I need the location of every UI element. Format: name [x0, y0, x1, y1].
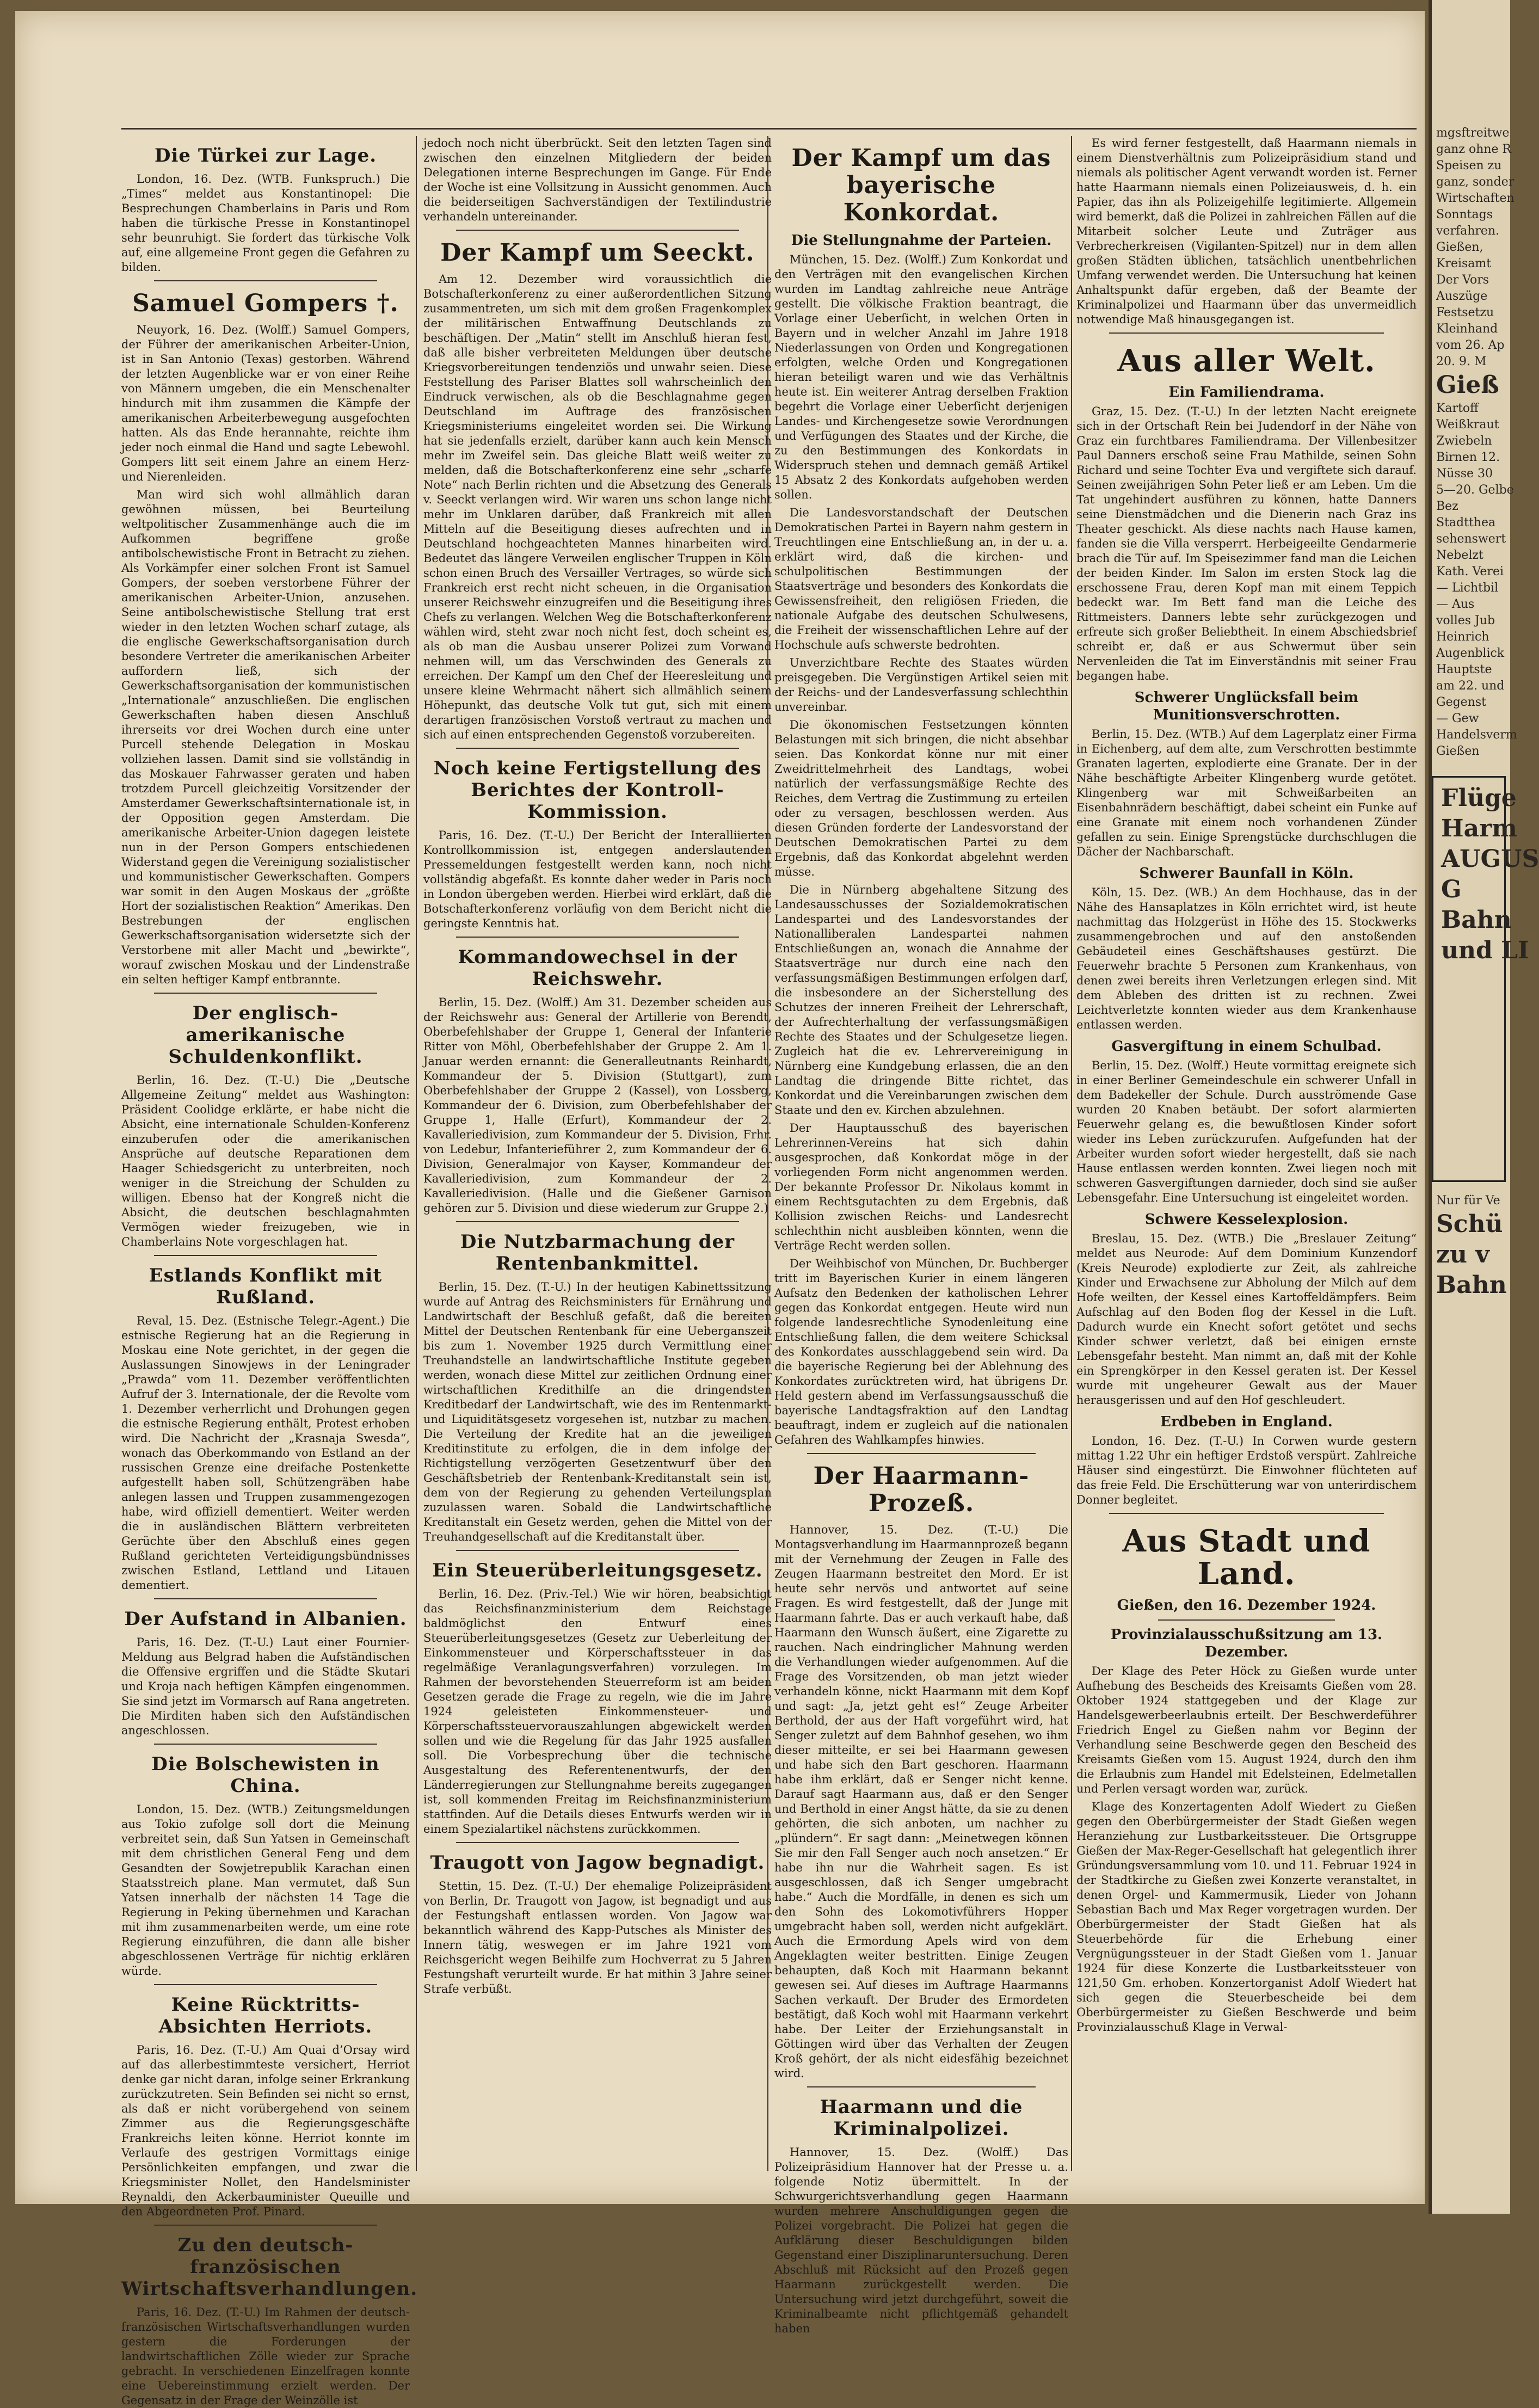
ad-text: G [1441, 876, 1462, 903]
headline-jagow: Traugott von Jagow begnadigt. [430, 1852, 765, 1874]
article-text: Paris, 16. Dez. (T.-U.) Im Rahmen der deutsch-französischen Wirtschaftsverhandlungen wurden gestern die Forderungen der landwirtschaftlichen Zölle wieder zur Sprache gebracht. In verschiedenen Einzelfragen konnte eine Uebereinstimmung erzielt werden. Der Gegensatz in der Frage der Weinzölle ist [121, 2306, 410, 2407]
fragment-text: Zwiebeln [1436, 434, 1492, 448]
fragment-text: Wirtschaften [1436, 192, 1515, 205]
fragment-text: Heinrich [1436, 630, 1489, 644]
separator [1109, 1513, 1384, 1514]
fragment-text: Gegenst [1436, 695, 1486, 709]
fragment-text: — Lichtbil [1436, 581, 1499, 595]
separator [1109, 332, 1384, 334]
ad-text: Schü [1436, 1210, 1503, 1238]
fragment-text: 20. 9. M [1436, 355, 1487, 368]
subheadline: Ein Familiendrama. [1168, 384, 1325, 401]
column-rule [1071, 136, 1072, 2171]
column-4 [1076, 136, 1417, 2182]
article-text: Klage des Konzertagenten Adolf Wiedert zu Gießen gegen den Oberbürgermeister der Stadt Gießen wegen Heranziehung zur Lustbarkeitssteuer. Die Ortsgruppe Gießen der Max-Reger-Gesellschaft hat gelegentlich ihrer Gründungsversammlung vom 10. und 11. Februar 1924 in der Stadtkirche zu Gießen zwei Konzerte veranstaltet, in denen Orgel- und Kammermusik, Lieder von Johann Sebastian Bach und Max Reger vorgetragen wurden. Der Oberbürgermeister der Stadt Gießen hat als Steuerbehörde für die Erhebung einer Vergnügungssteuer in der Stadt Gießen vom 1. Januar 1924 für diese Konzerte die Lustbarkeitssteuer von 121,50 Gm. erhoben. Konzertorganist Adolf Wiedert hat sich gegen die Steuerbescheide bei dem Oberbürgermeister zu Gießen Beschwerde und beim Provinzialausschuß Klage in Verwal- [1076, 1800, 1417, 2034]
fragment-text: — Gew [1436, 712, 1479, 725]
article-text: Hannover, 15. Dez. (Wolff.) Das Polizeipräsidium Hannover hat der Presse u. a. folgende Notiz übermittelt. In der Schwurgerichtsverhandlung gegen Haarmann wurden mehrere Anschuldigungen gegen die Polizei vorgebracht. Die Polizei hat gegen die Aufklärung dieser Beschuldigungen bilden Gegenstand einer Disziplinaruntersuchung. Deren Abschluß mit Rücksicht auf den Prozeß gegen Haarmann zurückgestellt werden. Die Untersuchung wird jetzt durchgeführt, soweit die Kriminalbeamte nicht pflichtgemäß gehandelt haben [774, 2146, 1068, 2335]
fragment-text: Der Vors [1436, 273, 1489, 287]
headline-schuldenkonflikt: Der englisch-amerikanische Schuldenkonflikt. [168, 1002, 363, 1068]
fragment-text: am 22. und [1436, 679, 1505, 693]
article-text: Man wird sich wohl allmählich daran gewöhnen müssen, bei Beurteilung weltpolitischer Zusammenhänge auch die im Aufkommen begriffene große antibolschewistische Front in Betracht zu ziehen. Als Vorkämpfer einer solchen Front ist Samuel Gompers, der soeben verstorbene Führer der amerikanischen Arbeiter-Union, anzusehen. Seine antibolschewistische Stellung trat erst wieder in den letzten Wochen scharf zutage, als die englische Gewerkschaftsorganisation durch besondere Vertreter die amerikanischen Arbeiter auffordern ließ, sich der Gewerkschaftsorganisation der kommunistischen „Internationale“ anzuschließen. Die englischen Gewerkschaften haben diesen Anschluß ihrerseits vor drei Wochen durch eine unter Purcell stehende Delegation in Moskau vollziehen lassen. Damit sind sie vollständig in das Moskauer Fahrwasser geraten und haben trotzdem Purcell gleichzeitig Vorsitzender der Amsterdamer Gewerkschaftsinternationale ist, in der Opposition gegen Amsterdam. Die amerikanische Arbeiter-Union dagegen leistete nun in der Person Gompers entschiedenen Widerstand gegen die Vereinigung sozialistischer und kommunistischer Gewerkschaften. Gompers war somit in den Augen Moskaus der „größte Hort der sozialistischen Reaktion“ Amerikas. Den Bestrebungen der englischen Gewerkschaftsorganisation widersetzte sich der Verstorbene mit aller Macht und „bewirkte“, worauf zwischen Moskau und der Lindenstraße ein selten heftiger Kampf entbrannte. [121, 488, 410, 986]
headline-rentenbank: Die Nutzbarmachung der Rentenbankmittel. [460, 1231, 735, 1274]
separator [456, 748, 739, 749]
dateline: Gießen, den 16. Dezember 1924. [1117, 1597, 1376, 1613]
article-text: Hannover, 15. Dez. (T.-U.) Die Montagsverhandlung im Haarmannprozeß begann mit der Vernehmung der Zeugen in Falle des Zeugen Haarmann bestreitet den Mord. Er ist heute sehr nervös und antwortet auf seine Fragen. Es wird festgestellt, daß der Junge mit Haarmann fahrte. Das er auch verkauft habe, daß Haarmann den Wunsch äußert, eine Zigarette zu rauchen. Nach eindringlicher Mahnung werden die Verhandlungen wieder aufgenommen. Auf die Frage des Vorsitzenden, ob man jetzt wieder verhandeln könne, nickt Haarmann mit dem Kopf und sagt: „Ja, jetzt geht es!“ Zeuge Arbeiter Berthold, der aus der Haft vorgeführt wird, hat Senger zuletzt auf dem Bahnhof gesehen, wo ihm dieser mitteilte, er sei bei Haarmann gewesen und habe sich den Bart geschoren. Haarmann habe ihm erklärt, daß er Senger nicht kenne. Darauf sagt Haarmann aus, daß er den Senger und Berthold in einer Angst hätte, da sie zu denen gehörten, die sich anboten, um nachher zu „plündern“. Er sagt dann: „Meinetwegen können Sie mir den Fall Senger auch noch ansetzen.“ Er habe ihn nur die Wahrheit sagen. Es ist ausgeschlossen, daß ich Senger umgebracht habe.“ Auch die Mordfälle, in denen es sich um den Sohn des Lokomotivführers Hopper umgebracht haben soll, werden nicht aufgeklärt. Auch die Ermordung Apels wird von dem Angeklagten weiter bestritten. Einige Zeugen behaupten, daß Koch mit Haarmann bekannt gewesen sei. Auf dieses im Auftrage Haarmanns Sachen verkauft. Der Bruder des Ermordeten bestätigt, daß Koch wohl mit Haarmann verkehrt habe. Der Leiter der Erziehungsanstalt in Göttingen wird über das Verhalten der Zeugen Kroß gehört, der als nicht eidesfähig bezeichnet wird. [774, 1523, 1068, 2080]
adjacent-page-fragment [1429, 0, 1539, 2214]
fragment-text: Gießen, [1436, 241, 1483, 254]
section-head-aus-stadt-und-land: Aus Stadt und Land. [1122, 1523, 1371, 1592]
article-text: Der Klage des Peter Höck zu Gießen wurde unter Aufhebung des Bescheids des Kreisamts Gießen vom 28. Oktober 1924 stattgegeben und der Klage zur Handelsgewerbeerlaubnis erteilt. Der Beschwerdeführer Friedrich Engel zu Gießen nahm vor Beginn der Verhandlung seine Beschwerde gegen den Bescheid des Kreisamts Gießen vom 15. August 1924, durch den ihm die Erlaubnis zum Handel mit Edelsteinen, Edelmetallen und Perlen versagt worden war, zurück. [1076, 1665, 1417, 1795]
fragment-heading: Gieß [1436, 371, 1499, 399]
article-text: London, 16. Dez. (WTB. Funkspruch.) Die „Times“ meldet aus Konstantinopel: Die Besprechungen Chamberlains in Paris und Rom haben die türkische Presse in Konstantinopel sehr beunruhigt. Sie fordert das türkische Volk auf, eine allgemeine Front gegen die Gefahren zu bilden. [121, 173, 410, 274]
separator [807, 1453, 1036, 1454]
fragment-text: Sonntags [1436, 208, 1493, 221]
article-text: Der Weihbischof von München, Dr. Buchberger tritt im Bayerischen Kurier in einem längeren Aufsatz den Bedenken der katholischen Lehrer gegen das Konkordat entgegen. Heute wird nun folgende landesrechtliche Synodenleitung eine Entschließung fallen, die dem weitere Schicksal des Konkordates ausschlaggebend sein wird. Da die bayerische Regierung bei der Ablehnung des Konkordates zurücktreten wird, hat übrigens Dr. Held gestern abend im Verfassungsausschuß die bayerische Landtagsfraktion auf den Landtag beauftragt, indem er zugleich auf die nationalen Gefahren des Wahlkampfes hinwies. [774, 1257, 1068, 1446]
separator [154, 280, 377, 281]
separator [456, 1842, 739, 1843]
ad-text: zu v [1436, 1241, 1489, 1268]
article-text: Die Landesvorstandschaft der Deutschen Demokratischen Partei in Bayern nahm gestern in Treuchtlingen eine Entschließung an, in der u. a. erklärt wird, daß die kirchen- und schulpolitischen Bestimmungen der Staatsverträge und besonders des Konkordats die Gewissensfreiheit, den religiösen Frieden, die nationale Aufgabe des deutschen Schulwesens, die Freiheit der wissenschaftlichen Lehre auf der Hochschule aufs schwerste bedrohten. [774, 506, 1068, 651]
subheadline: Schwerer Unglücksfall beim Munitionsverschrotten. [1134, 689, 1359, 723]
article-text: Die in Nürnberg abgehaltene Sitzung des Landesausschusses der Sozialdemokratischen Landespartei und des Landesvorstandes der Nationalliberalen Landespartei nahmen Entschließungen an, wonach die Annahme der Staatsverträge nur durch eine nach den verfassungsmäßigen Bestimmungen erfolgen darf, die insbesondere an der Sicherstellung des Schutzes der inneren Freiheit der Lehrerschaft, der Aufrechterhaltung der verfassungsmäßigen Rechte des Staates und der Schulgesetze liegen. Zugleich hat die ev. Lehrervereinigung in Nürnberg eine Kundgebung erlassen, die an den Landtag die dringende Bitte richtet, das Konkordat und die Vereinbarungen zwischen dem Staate und den ev. Kirchen abzulehnen. [774, 883, 1068, 1117]
fragment-text: ganz ohne R [1436, 143, 1512, 156]
fragment-text: verfahren. [1436, 224, 1500, 238]
article-text: Köln, 15. Dez. (WB.) An dem Hochhause, das in der Nähe des Hansaplatzes in Köln errichtet wird, ist heute nachmittag das Holzgerüst in Höhe des 15. Stockwerks zusammengebrochen und auf den anstoßenden Gebäudeteil eines Geschäftshauses gestürzt. Die Feuerwehr brachte 5 Personen zum Krankenhaus, von denen zwei bereits ihren Verletzungen erlegen sind. Mit dem Ableben des dritten ist zu rechnen. Zwei Leichtverletzte konnten wieder aus dem Krankenhause entlassen werden. [1076, 886, 1417, 1031]
separator [154, 1984, 377, 1985]
article-text: Breslau, 15. Dez. (WTB.) Die „Breslauer Zeitung“ meldet aus Neurode: Auf dem Dominium Kunzendorf (Kreis Neurode) explodierte zur Zeit, als zahlreiche Kinder und Erwachsene zur Abholung der Milch auf dem Hofe weilten, der Kessel eines Kartoffeldämpfers. Beim Aufschlag auf den Boden flog der Kessel in die Luft. Dadurch wurde ein Knecht sofort getötet und sechs Kinder schwer verletzt, daß bei einigen ernste Lebensgefahr besteht. Man nimmt an, daß mit der Kohle ein Sprengkörper in den Kessel geraten ist. Der Kessel wurde mit ungeheurer Gewalt aus der Mauer herausgerissen und auf den Hof geschleudert. [1076, 1232, 1417, 1407]
article-text: Paris, 16. Dez. (T.-U.) Am Quai d’Orsay wird auf das allerbestimmteste versichert, Herriot denke gar nicht daran, infolge seiner Erkrankung zurückzutreten. Sein Befinden sei nicht so ernst, als daß er nicht vorübergehend von seinem Zimmer aus die Regierungsgeschäfte Frankreichs leiten könne. Herriot konnte im Verlaufe des gestrigen Vormittags einige Persönlichkeiten empfangen, und zwar die Kriegsminister Nollet, den Handelsminister Reynaldi, den Ackerbauminister Queuille und den Abgeordneten Prof. Pinard. [121, 2043, 410, 2218]
article-text: Graz, 15. Dez. (T.-U.) In der letzten Nacht ereignete sich in der Ortschaft Rein bei Judendorf in der Nähe von Graz ein furchtbares Familiendrama. Der Villenbesitzer Paul Danners erschoß seine Frau Mathilde, seinen Sohn Richard und seine Tochter Eva und vergiftete sich darauf. Seinen zweijährigen Sohn Peter ließ er am Leben. Um die Tat ungehindert ausführen zu können, hatte Danners seine Dienstmädchen und die Dienerin nach Graz ins Theater geschickt. Als diese nachts nach Hause kamen, fanden sie die Villa versperrt. Herbeigeeilte Gendarmerie brach die Tür auf. Im Speisezimmer fand man die Leichen der beiden Kinder. Im Salon im ersten Stock lag die erschossene Frau, deren Kopf man mit einem Teppich bedeckt war. Im Bett fand man die Leiche des Rittmeisters. Danners lebte sehr zurückgezogen und erfreute sich großer Beliebtheit. In einem Abschiedsbrief schreibt er, daß er aus Schwermut über sein Nervenleiden die Tat im Einverständnis mit seiner Frau begangen habe. [1076, 405, 1417, 682]
fragment-text: Festsetzu [1436, 306, 1494, 319]
article-text: London, 16. Dez. (T.-U.) In Corwen wurde gestern mittag 1.22 Uhr ein heftiger Erdstoß verspürt. Zahlreiche Häuser sind eingestürzt. Die Einwohner flüchteten auf das freie Feld. Die Erschütterung war von unterirdischem Donner begleitet. [1076, 1434, 1417, 1506]
fragment-text: Auszüge [1436, 290, 1488, 303]
fragment-text: Kreisamt [1436, 257, 1492, 270]
article-text: Berlin, 15. Dez. (WTB.) Auf dem Lagerplatz einer Firma in Eichenberg, auf dem alte, zum Verschrotten bestimmte Granaten lagerten, explodierte eine Granate. Der in der Nähe beschäftigte Arbeiter Klingenberg wurde getötet. Klingenberg war mit Schweißarbeiten an Eisenbahnrädern beschäftigt, dabei scheint ein Funke auf eine Granate mit einem noch vorhandenen Zünder gefallen zu sein. Einige Sprengstücke durchschlugen die Dächer der Nachbarschaft. [1076, 728, 1417, 858]
headline-albanien: Der Aufstand in Albanien. [124, 1608, 407, 1630]
separator [456, 230, 739, 231]
fragment-text: ganz, sonder [1436, 175, 1515, 189]
headline-gompers: Samuel Gompers †. [132, 290, 399, 317]
ad-text: Bahn [1436, 1271, 1507, 1299]
headline-haarmann-prozess: Der Haarmann-Prozeß. [813, 1462, 1030, 1517]
headline-kriminalpolizei: Haarmann und die Kriminalpolizei. [820, 2096, 1023, 2140]
ad-text: Flüge [1441, 784, 1517, 812]
article-text: Der Hauptausschuß des bayerischen Lehrerinnen-Vereins hat sich dahin ausgesprochen, daß Konkordat möge in der vorliegenden Form nicht angenommen werden. Der bekannte Professor Dr. Nikolaus kommt in einem Rechtsgutachten zu dem Ergebnis, daß Kollision zwischen Reichs- und Landesrecht schlechthin nicht ausbleiben könnten, wenn die Verträge Recht werden sollen. [774, 1122, 1068, 1252]
column-3 [774, 136, 1068, 2335]
article-text: Paris, 16. Dez. (T.-U.) Der Bericht der Interalliierten Kontrollkommission ist, entgegen anderslautenden Pressemeldungen festgestellt werden kann, noch nicht vollständig abgefaßt. Es konnte daher weder in Paris noch in London übergeben werden. Hierbei wird erklärt, daß die Botschafterkonferenz vorläufig von dem Bericht nicht die geringste Kenntnis hat. [423, 829, 772, 930]
fragment-text: Kath. Verei [1436, 565, 1504, 578]
fragment-text: Handelsverm [1436, 728, 1517, 742]
headline-kommandowechsel: Kommandowechsel in der Reichswehr. [458, 946, 737, 990]
fragment-text: — Aus [1436, 598, 1475, 611]
article-text: München, 15. Dez. (Wolff.) Zum Konkordat und den Verträgen mit den evangelischen Kirchen wurden im Landtag zahlreiche neue Anträge gestellt. Die völkische Fraktion beantragt, die Vorlage einer Ueberſicht, in welchen Orten in Bayern und in welcher Anzahl im Jahre 1918 Niederlassungen von Orden und Kongregationen erfolgten, welche Orden und Kongregationen hieran beteiligt waren und wie das Verhältnis heute ist. Ein weiterer Antrag derselben Fraktion begehrt die Vorlage einer Ueberſicht derjenigen Landes- und Kirchengesetze sowie Verordnungen und Verfügungen des Staates und der Kirche, die zu den Bestimmungen des Konkordats in Widerspruch stehen und demnach gemäß Artikel 15 Absatz 2 des Konkordats aufgehoben werden sollen. [774, 253, 1068, 501]
article-text: Berlin, 16. Dez. (Priv.-Tel.) Wie wir hören, beabsichtigt das Reichsfinanzministerium dem Reichstage baldmöglichst den Entwurf eines Steuerüberleitungsgesetzes (Gesetz zur Ueberleitung der Einkommensteuer und Körperschaftssteuer in das regelmäßige Veranlagungsverfahren) vorzulegen. Im Rahmen der bevorstehenden Steuerreform ist am beiden Gesetzen gerade die Frage zu regeln, wie die im Jahre 1924 geleisteten Einkommensteuer- und Körperschaftssteuervorauszahlungen abgewickelt werden sollen und wie die Regelung für das Jahr 1925 ausfallen soll. Die Vorbesprechung über die technische Ausgestaltung des Referentenentwurfs, der den Länderregierungen zur Stellungnahme bereits zugegangen ist, soll kommenden Freitag im Reichsfinanzministerium stattfinden. Auf die Details dieses Entwurfs werden wir in einem Spezialartikel nächstens zurückkommen. [423, 1587, 772, 1836]
article-text: Reval, 15. Dez. (Estnische Telegr.-Agent.) Die estnische Regierung hat an die Regierung in Moskau eine Note gerichtet, in der gegen die Auslassungen Sinowjews in der Leningrader „Prawda“ vom 11. Dezember veröffentlichten Aufruf der 3. Internationale, der die Revolte vom 1. Dezember verherrlicht und Drohungen gegen die estnische Regierung enthält, Protest erhoben wird. Die Nachricht der „Krasnaja Swesda“, wonach das Oberkommando von Estland an der russischen Grenze eine dreifache Postenkette aufgestellt haben soll, Schützengräben habe anlegen lassen und Truppen zusammengezogen habe, wird offiziell dementiert. Weiter werden die in ausländischen Blättern verbreiteten Gerüchte über den Abschluß eines gegen Rußland gerichteten Verteidigungsbündnisses zwischen Estland, Lettland und Litauen dementiert. [121, 1314, 410, 1592]
fragment-text: 5—20. Gelbe [1436, 483, 1514, 497]
article-text-continued: jedoch noch nicht überbrückt. Seit den letzten Tagen sind zwischen den einzelnen Mitgliedern der beiden Delegationen interne Besprechungen im Gange. Für Ende der Woche ist eine Vollsitzung in Aussicht genommen. Auch die beiderseitigen Sachverständigen der Textilindustrie verhandeln untereinander. [423, 137, 772, 223]
separator [154, 993, 377, 994]
advertisement-box [1432, 776, 1539, 1182]
fragment-text: Gießen [1436, 744, 1480, 758]
article-text: Die ökonomischen Festsetzungen könnten Belastungen mit sich bringen, die nicht absehbar seien. Das Konkordat könne nur mit einer Zweidrittelmehrheit des Landtags, wobei natürlich der verfassungsmäßige Rechte des Reiches, dem Vertrag die Zustimmung zu erteilen oder zu versagen, beschlossen werden. Aus diesen Gründen forderte der Landesvorstand der Deutschen Demokratischen Partei zu dem Ergebnis, daß das Konkordat abgelehnt werden müsse. [774, 718, 1068, 878]
headline-kontrollkommission: Noch keine Fertigstellung des Berichtes der Kontroll-Kommission. [433, 757, 762, 823]
headline-herriot: Keine Rücktritts-Absichten Herriots. [158, 1994, 373, 2037]
ad-text: und LI [1441, 937, 1529, 964]
headline-konkordat: Der Kampf um das bayerische Konkordat. [791, 144, 1051, 226]
ad-text: Harm [1441, 815, 1517, 842]
subheadline: Erdbeben in England. [1160, 1414, 1333, 1430]
article-text: Unverzichtbare Rechte des Staates würden preisgegeben. Die Vergünstigen Artikel seien mit der Reichs- und der Landesverfassung schlechthin unvereinbar. [774, 656, 1068, 713]
article-text: Berlin, 15. Dez. (Wolff.) Heute vormittag ereignete sich in einer Berliner Gemeindeschule ein schwerer Unfall in dem Badekeller der Schule. Durch ausströmende Gase wurden 20 Knaben betäubt. Der sofort alarmierten Feuerwehr gelang es, die bewußtlosen Kinder sofort wieder ins Leben zurückzurufen. Aufgefunden hat der Arbeiter wurden sofort wieder hergestellt, daß sie nach Hause entlassen werden konnten. Zwei liegen noch mit schweren Gasvergiftungen darnieder, doch sind sie außer Lebensgefahr. Eine Untersuchung ist eingeleitet worden. [1076, 1059, 1417, 1204]
subheadline: Schwere Kesselexplosion. [1144, 1211, 1349, 1228]
ad-text: Nur für Ve [1436, 1194, 1500, 1208]
column-rule [416, 136, 417, 2171]
fragment-text: Hauptste [1436, 663, 1492, 676]
separator [1158, 1619, 1335, 1621]
fragment-text: Kartoff [1436, 402, 1479, 415]
fragment-text: Bez [1436, 500, 1458, 513]
section-head-aus-aller-welt: Aus aller Welt. [1117, 343, 1376, 379]
headline-seeckt: Der Kampf um Seeckt. [440, 239, 755, 267]
headline-steuerueberleitung: Ein Steuerüberleitungsgesetz. [432, 1560, 763, 1581]
article-text-continued: Es wird ferner festgestellt, daß Haarmann niemals in einem Dienstverhältnis zum Polizeipräsidium stand und niemals als politischer Agent verwandt worden ist. Ferner hatte Haarmann niemals einen Polizeiausweis, d. h. ein Papier, das ihn als Polizeigehilfe legitimierte. Allgemein wird bemerkt, daß die Polizei in zahlreichen Fällen auf die Mitarbeit solcher Leute und Zuträger aus Verbrecherkreisen (Vigilanten-Spitzel) nur in dem allen großen Städten üblichen, tatsächlich unentbehrlichen Umfang verwendet werden. Die Untersuchung hat keinen Anhaltspunkt dafür ergeben, daß der Beamte der Kriminalpolizei und Haarmann über das unvermeidlich notwendige Maß hinausgegangen ist. [1076, 137, 1417, 326]
column-1 [121, 136, 418, 2407]
fragment-text: mgsftreitwe [1436, 126, 1510, 140]
separator [154, 1744, 377, 1745]
separator [154, 2225, 377, 2226]
newspaper-page [15, 11, 1425, 2407]
separator [456, 1550, 739, 1551]
fragment-text: Stadtthea [1436, 516, 1496, 529]
headline-estland: Estlands Konflikt mit Rußland. [149, 1265, 383, 1308]
fragment-text: Weißkraut [1436, 418, 1499, 432]
article-text: Berlin, 16. Dez. (T.-U.) Die „Deutsche Allgemeine Zeitung“ meldet aus Washington: Präsident Coolidge erklärte, er habe nicht die Absicht, eine internationale Schulden-Konferenz einzuberufen oder die amerikanischen Ansprüche auf deutsche Reparationen dem Haager Schiedsgericht zu unterbreiten, noch weniger in die Streichung der Schulden zu willigen. Ebenso hat der Kongreß nicht die Absicht, die deutschen beschlagnahmten Vermögen wieder freizugeben, wie in Chamberlains Note vorgeschlagen hat. [121, 1074, 410, 1248]
fragment-text: Speisen zu [1436, 159, 1502, 173]
separator [456, 937, 739, 938]
subheadline: Provinzialausschußsitzung am 13. Dezember. [1110, 1627, 1383, 1660]
article-text: London, 15. Dez. (WTB.) Zeitungsmeldungen aus Tokio zufolge soll dort die Meinung verbreitet sein, daß Sun Yatsen in Gemeinschaft mit dem christlichen General Feng und dem Gesandten der Sowjetrepublik Karachan einen Staatsstreich plane. Man vermutet, daß Sun Yatsen innerhalb der nächsten 14 Tage die Regierung in Peking übernehmen und Karachan mit ihm zusammenarbeiten werde, um eine rote Regierung einzuführen, die dann alle bisher abgeschlossenen Verträge für nichtig erklären würde. [121, 1803, 410, 1978]
top-rule [121, 128, 1417, 130]
separator [456, 1221, 739, 1222]
fragment-text: Kleinhand [1436, 322, 1498, 336]
article-text: Berlin, 15. Dez. (Wolff.) Am 31. Dezember scheiden aus der Reichswehr aus: General der Artillerie von Berendt, Oberbefehlshaber der Gruppe 1, General der Infanterie Ritter von Möhl, Oberbefehlshaber der Gruppe 2. Am 1. Januar werden ernannt: die Generalleutnants Reinhardt, Kommandeur der 5. Division (Stuttgart), zum Oberbefehlshaber der Gruppe 2 (Kassel), von Lossberg, Kommandeur der 6. Division, zum Oberbefehlshaber der Gruppe 1, Halle (Erfurt), Kommandeur der 2. Kavalleriedivision, zum Kommandeur der 5. Division, Frhr. von Ledebur, Infanterieführer 2, zum Kommandeur der 6. Division, Generalmajor von Kayser, Kommandeur der Kavalleriedivision, zum Kommandeur der 2. Kavalleriedivision. (Halle und die Gießener Garnison gehören zur 5. Division und diese wiederum zur Gruppe 2.) [423, 996, 772, 1215]
headline-china: Die Bolschewisten in China. [151, 1753, 380, 1797]
article-text: Berlin, 15. Dez. (T.-U.) In der heutigen Kabinettssitzung wurde auf Antrag des Reichsministers für Ernährung und Landwirtschaft der Beschluß gefaßt, daß die bereiten Mittel der Deutschen Rentenbank für eine Ueberganszeit bis zum 1. November 1925 durch Vermittlung einer Treuhandstelle an landwirtschaftliche Institute gegeben werden, wonach diese Mittel zur zeitlichen Ordnung einer wirtschaftlichen Kredithilfe an die dringendsten Kreditbedarf der Landwirtschaft, wie des im Rentenmarkt- und Liquiditätsgesetz vorgesehen ist, nutzbar zu machen. Die Verteilung der Kredite hat an die jeweiligen Kreditinstitute zu erfolgen, die in dem infolge der Richtigstellung verzögerten Gesetzentwurf über den Geschäftsbetrieb der Rentenbank-Kreditanstalt sein ist, dem von der Regierung zu gehenden Verteilungsplan zuzulassen waren. Sobald die Landwirtschaftliche Kreditanstalt ein Gesetz werden, gehen die Mittel von der Treuhandgesellschaft auf die Kreditanstalt über. [423, 1280, 772, 1543]
fragment-text: sehenswert [1436, 532, 1506, 546]
subheadline: Schwerer Baunfall in Köln. [1139, 865, 1354, 882]
article-text: Stettin, 15. Dez. (T.-U.) Der ehemalige Polizeipräsident von Berlin, Dr. Traugott von Jagow, ist begnadigt und aus der Festungshaft entlassen worden. Von Jagow war bekanntlich während des Kapp-Putsches als Minister des Innern tätig, weswegen er im Jahre 1921 vom Reichsgericht wegen Beihilfe zum Hochverrat zu 5 Jahren Festungshaft verurteilt wurde. Er hat mithin 3 Jahre seiner Strafe verbüßt. [423, 1880, 772, 1996]
article-text: Am 12. Dezember wird voraussichtlich die Botschafterkonferenz zu einer außerordentlichen Sitzung zusammentreten, um sich mit dem großen Fragenkomplex der militärischen Entwaffnung Deutschlands zu beschäftigen. Der „Matin“ stellt im Anschluß hieran fest, daß alle bisher verbreiteten Meldungen über deutsche Kriegsvorbereitungen tendenziös und unwahr seien. Diese Feststellung des Pariser Blattes soll wahrscheinlich den Eindruck verwischen, als ob die Beschlagnahme gegen Deutschland im Auftrage des französischen Kriegsministeriums eingeleitet worden sei. Die Wirkung hat sie jedenfalls erzielt, darüber kann auch kein Mensch mehr im Zweifel sein. Das gleiche Blatt weiß weiter zu melden, daß die Botschafterkonferenz eine sehr „scharfe Note“ nach Berlin richten und die Absetzung des Generals v. Seeckt verlangen wird. Wir waren uns schon lange nicht mehr im Unklaren darüber, daß Frankreich mit allen Mitteln auf die Beseitigung dieses aufrechten und in Deutschland hochgeachteten Mannes hinarbeiten wird. Bedeutet das längere Verweilen englischer Truppen in Köln schon einen Bruch des Versailler Vertrages, so würde sich Frankreich erst recht nicht scheuen, in die Organisation unserer Reichswehr einzugreifen und die Beseitigung ihres Chefs zu verlangen. Welchen Weg die Botschafterkonferenz wählen wird, steht zwar noch nicht fest, doch scheint es, als ob man die Ausbau unserer Polizei zum Vorwand nehmen will, um das Verschwinden des Generals zu erreichen. Der Kampf um den Chef der Heeresleitung und unsere kleine Wehrmacht nähert sich allmählich seinem Höhepunkt, das deutsche Volk tut gut, sich mit einem derartigen französischen Vorstoß vertraut zu machen und sich auf einen entsprechenden Gegenstoß vorzubereiten. [423, 273, 772, 741]
headline-tuerkei: Die Türkei zur Lage. [154, 145, 377, 167]
fragment-text: vom 26. Ap [1436, 338, 1505, 352]
separator [807, 2086, 1036, 2087]
fragment-text: Augenblick [1436, 646, 1505, 660]
ad-text: Bahn [1441, 906, 1512, 934]
headline-wirtschaftsverhandlungen: Zu den deutsch-französischen Wirtschaftsverhandlungen. [121, 2234, 418, 2300]
fragment-text: volles Jub [1436, 614, 1495, 627]
fragment-text: Nebelzt [1436, 549, 1483, 562]
subheadline-parteien: Die Stellungnahme der Parteien. [791, 232, 1052, 249]
article-text: Neuyork, 16. Dez. (Wolff.) Samuel Gompers, der Führer der amerikanischen Arbeiter-Union, ist in San Antonio (Texas) gestorben. Während der letzten Augenblicke war er von einer Reihe von Männern umgeben, die ein Menschenalter hindurch mit ihm zusammen die Kämpfe der amerikanischen Arbeiterbewegung ausgefochten hatten. Als das Ende herannahte, reichte ihm jeder noch einmal die Hand und sagte Lebewohl. Gompers litt seit einem Jahre an einem Herz- und Nierenleiden. [121, 323, 410, 483]
separator [154, 1598, 377, 1599]
article-text: Paris, 16. Dez. (T.-U.) Laut einer Fournier-Meldung aus Belgrad haben die Aufständischen die Offensive ergriffen und die Städte Skutari und Kroja nach heftigen Kämpfen eingenommen. Sie sind jetzt im Vormarsch auf Rana angetreten. Die Mirditen haben sich den Aufständischen angeschlossen. [121, 1636, 410, 1737]
subheadline: Gasvergiftung in einem Schulbad. [1111, 1038, 1382, 1055]
ad-text: AUGUS [1441, 845, 1539, 873]
fragment-text: Nüsse 30 [1436, 467, 1493, 481]
fragment-text: Birnen 12. [1436, 451, 1500, 464]
separator [154, 1255, 377, 1256]
column-2 [423, 136, 772, 2182]
